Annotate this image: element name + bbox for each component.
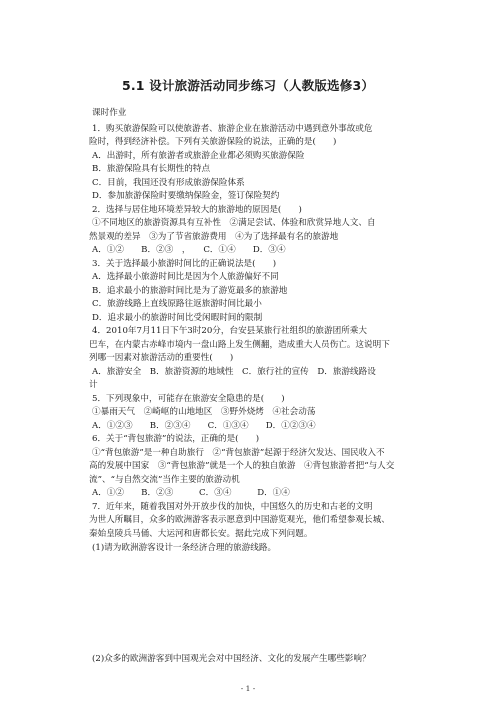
q4-options-cont: 计 [89, 380, 98, 390]
question-4-text-cont-2: 列哪一因素对旅游活动的重要性( ) [89, 353, 234, 363]
question-7-text-cont-2: 秦始皇陵兵马俑、大运河和唐都长安。据此完成下列问题。 [89, 529, 313, 539]
q6-statements-cont: 高的发展中国家 ③“背包旅游”就是一个人的独自旅游 ④背包旅游者把“与人交 [89, 461, 395, 471]
q6-statements-cont-2: 流”、“与自然交流”当作主要的旅游动机 [89, 475, 240, 485]
question-3-text: 3．关于选择最小旅游时间比的正确说法是( ) [92, 259, 277, 269]
q1-option-b: B．旅游保险具有长期性的特点 [92, 164, 211, 174]
q7-subquestion-1: (1)请为欧洲游客设计一条经济合理的旅游线路。 [92, 543, 277, 553]
q1-option-d: D．参加旅游保险时要缴纳保险金，签订保险契约 [92, 191, 280, 201]
question-2-text: 2．选择与居住地环境差异较大的旅游地的原因是( ) [92, 205, 302, 215]
question-4-text: 4．2010年7月11日下午3时20分，台安县某旅行社组织的旅游团所乘大 [92, 326, 367, 336]
q6-statements: ①“背包旅游”是一种自助旅行 ②“背包旅游”起源于经济欠发达、国民收入不 [92, 448, 385, 458]
q7-subquestion-2: (2)众多的欧洲游客到中国观光会对中国经济、文化的发展产生哪些影响？ [92, 654, 371, 664]
question-7-text: 7．近年来，随着我国对外开放步伐的加快，中国悠久的历史和古老的文明 [92, 502, 373, 512]
q6-options: A．①② B．②③ C．③④ D．①④ [92, 488, 290, 498]
question-5-text: 5．下列现象中，可能存在旅游安全隐患的是( ) [92, 394, 285, 404]
q1-option-a: A．出游时，所有旅游者或旅游企业都必须购买旅游保险 [92, 151, 305, 161]
q1-option-c: C．目前，我国还没有形成旅游保险体系 [92, 178, 245, 188]
section-label: 课时作业 [92, 108, 127, 118]
q3-option-b: B．追求最小的旅游时间比是为了游览最多的旅游地 [92, 286, 288, 296]
q2-options: A．①② B．②③ ， C．①④ D．③④ [92, 245, 286, 255]
q3-option-a: A．选择最小旅游时间比是因为个人旅游偏好不同 [92, 272, 279, 282]
q4-options: A．旅游安全 B．旅游资源的地域性 C．旅行社的宣传 D．旅游线路设 [92, 367, 376, 377]
page-number: - 1 - [240, 684, 256, 693]
question-1-text: 1．购买旅游保险可以使旅游者、旅游企业在旅游活动中遇到意外事故或危 [92, 124, 373, 134]
question-4-text-cont: 巴车，在内蒙古赤峰市境内一盘山路上发生侧翻，造成重大人员伤亡。这说明下 [89, 340, 390, 350]
q2-statements-cont: 然景观的差异 ③为了节省旅游费用 ④为了选择最有名的旅游地 [89, 232, 339, 242]
q3-option-c: C．旅游线路上直线原路往返旅游时间比最小 [92, 299, 262, 309]
page-title: 5.1 设计旅游活动同步练习（人教版选修3） [121, 78, 375, 93]
question-6-text: 6．关于“背包旅游”的说法，正确的是( ) [92, 434, 260, 444]
q3-option-d: D．追求最小的旅游时间比受闲暇时间的限制 [92, 313, 263, 323]
q2-statements: ①不同地区的旅游资源具有互补性 ②满足尝试、体验和欣赏异地人文、自 [92, 218, 376, 228]
question-7-text-cont: 为世人所瞩目，众多的欧洲游客表示愿意到中国游览观光，他们希望参观长城、 [89, 515, 390, 525]
q5-options: A．①②③ B．②③④ C．①③④ D．①②③④ [92, 421, 316, 431]
question-1-text-cont: 险时，得到经济补偿。下列有关旅游保险的说法，正确的是( ) [89, 137, 337, 147]
q5-statements: ①暴雨天气 ②崎岖的山地地区 ③野外烧烤 ④社会动荡 [92, 407, 316, 417]
